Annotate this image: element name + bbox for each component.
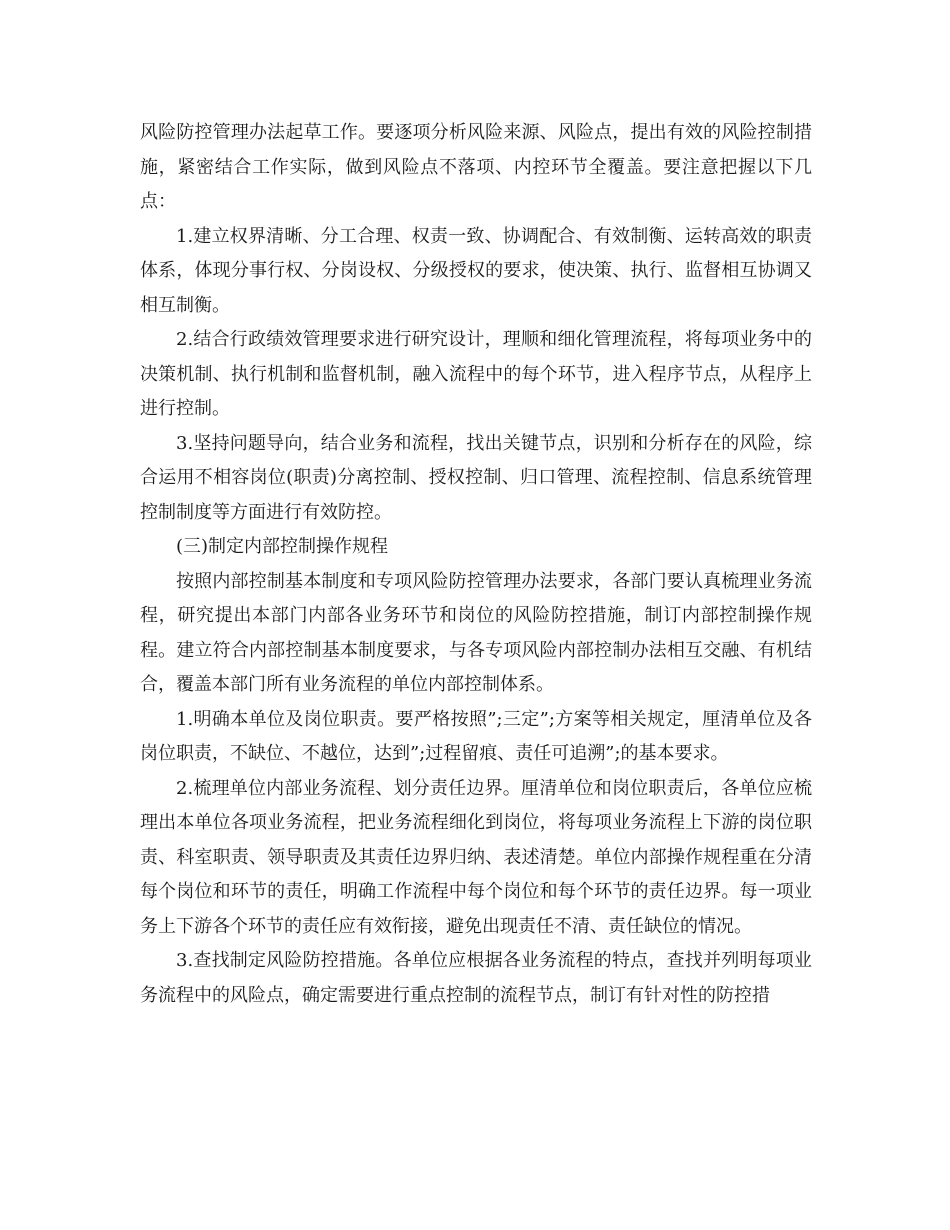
- paragraph-item-3: 3.坚持问题导向，结合业务和流程，找出关键节点，识别和分析存在的风险，综合运用不相容岗位(职责)分离控制、授权控制、归口管理、流程控制、信息系统管理控制制度等方面进行有效防控。: [140, 432, 812, 523]
- paragraph-continuation: 风险防控管理办法起草工作。要逐项分析风险来源、风险点，提出有效的风险控制措施，紧密结合工作实际，做到风险点不落项、内控环节全覆盖。要注意把握以下几点：: [140, 122, 812, 212]
- paragraph-intro: 按照内部控制基本制度和专项风险防控管理办法要求，各部门要认真梳理业务流程，研究提出本部门内部各业务环节和岗位的风险防控措施，制订内部控制操作规程。建立符合内部控制基本制度要求，与各专项风险内部控制办法相互交融、有机结合，覆盖本部门所有业务流程的单位内部控制体系。: [140, 570, 812, 695]
- section-heading: (三)制定内部控制操作规程: [176, 536, 389, 557]
- paragraph-item-1: 1.建立权界清晰、分工合理、权责一致、协调配合、有效制衡、运转高效的职责体系，体现分事行权、分岗设权、分级授权的要求，使决策、执行、监督相互协调又相互制衡。: [140, 225, 812, 316]
- paragraph-item-2: 2.结合行政绩效管理要求进行研究设计，理顺和细化管理流程，将每项业务中的决策机制、执行机制和监督机制，融入流程中的每个环节，进入程序节点，从程序上进行控制。: [140, 329, 812, 419]
- paragraph-item-3-measures: 3.查找制定风险防控措施。各单位应根据各业务流程的特点，查找并列明每项业务流程中的风险点，确定需要进行重点控制的流程节点，制订有针对性的防控措: [140, 950, 812, 1006]
- document-body: [140, 116, 812, 1013]
- paragraph-item-2-process: 2.梳理单位内部业务流程、划分责任边界。厘清单位和岗位职责后，各单位应梳理出本单位各项业务流程，把业务流程细化到岗位，将每项业务流程上下游的岗位职责、科室职责、领导职责及其责任边界归纳、表述清楚。单位内部操作规程重在分清每个岗位和环节的责任，明确工作流程中每个岗位和每个环节的责任边界。每一项业务上下游各个环节的责任应有效衔接，避免出现责任不清、责任缺位的情况。: [140, 777, 812, 937]
- paragraph-item-1-duties: 1.明确本单位及岗位职责。要严格按照”;三定”;方案等相关规定，厘清单位及各岗位职责，不缺位、不越位，达到”;过程留痕、责任可追溯”;的基本要求。: [140, 708, 812, 764]
